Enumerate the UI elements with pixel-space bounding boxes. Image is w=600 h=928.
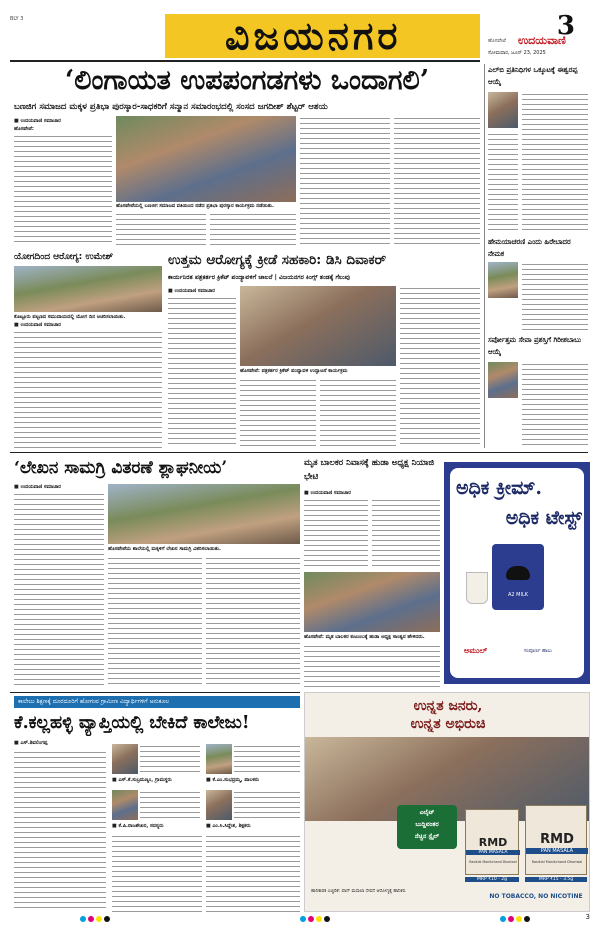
lead-body-col2 <box>116 212 206 246</box>
sports-headline: ಉತ್ತಮ ಆರೋಗ್ಯಕ್ಕೆ ಕ್ರೀಡೆ ಸಹಕಾರಿ: ಡಿಸಿ ದಿವಾಕರ್ <box>168 252 387 268</box>
registration-mark <box>308 916 314 922</box>
college-quote4-name: ■ ಎಂ.ಸಿ.ಸಿದ್ದೇಶ, ಶಿಕ್ಷಕರು <box>206 823 251 829</box>
section-masthead: ವಿಜಯನಗರ <box>225 14 402 58</box>
rmd-pack-small-maker: Rasiklal Manikchand Dhariwal <box>469 860 517 864</box>
lead-photo <box>116 116 296 202</box>
milk-glass <box>466 572 488 604</box>
lower-rule <box>10 692 300 693</box>
right-story1-body <box>522 92 588 232</box>
milk-pack <box>492 544 544 610</box>
lead-body-col4 <box>300 116 390 246</box>
college-body-col3 <box>206 834 300 912</box>
lead-byline: ■ ಉದಯವಾಣಿ ಸಮಾಚಾರ <box>14 118 61 124</box>
college-body-col2 <box>112 834 202 912</box>
sports-byline: ■ ಉದಯವಾಣಿ ಸಮಾಚಾರ <box>168 288 215 294</box>
lead-body-col3 <box>210 212 296 246</box>
lead-subhead: ಬಣಜಿಗ ಸಮಾಜದ ಮಕ್ಕಳ ಪ್ರತಿಭಾ ಪುರಸ್ಕಾರ-ಸಾಧಕರಿಗೆ ಸನ್ಮಾನ ಸಮಾರಂಭದಲ್ಲಿ ಸಂಸದ ಜಗದೀಶ್ ಶೆಟ್ಟರ್ ಆಶಯ <box>14 102 328 112</box>
milk-ad-brand: ಅಮುಲ್ <box>464 646 488 655</box>
registration-mark <box>508 916 514 922</box>
college-quote1-photo <box>112 744 138 774</box>
paper-name: ಉದಯವಾಣಿ <box>518 34 566 47</box>
college-byline: ■ ಎಸ್.ಶಿವಲಿಂಗಪ್ಪ <box>14 740 48 746</box>
rmd-warning: ಹಾನಿಕಾರಕ ಎಚ್ಚರಿಕೆ: ಪಾನ್ ಮಸಾಲಾ ಸೇವನೆ ಆರೋಗ್ಯಕ್ಕೆ ಹಾನಿಕರ. <box>311 889 407 894</box>
rmd-pack-small <box>465 809 519 875</box>
lead-dateline: ಹೊಸಪೇಟೆ: <box>14 126 34 132</box>
yoga-byline: ■ ಉದಯವಾಣಿ ಸಮಾಚಾರ <box>14 322 61 328</box>
right-story1-photo <box>488 92 518 128</box>
writing-body-col1 <box>14 492 104 688</box>
college-quote3-name: ■ ಕೆ.ಪಿ.ರಾಜಶೇಖರ, ಸದಸ್ಯರು <box>112 823 164 829</box>
rmd-ad-headline1: ಉನ್ನತ ಜನರು, <box>413 698 483 714</box>
milk-ad <box>444 462 590 684</box>
college-quote1-name: ■ ಎಸ್.ಕೆ.ಸುಬ್ರಮಣ್ಯಂ, ಗ್ರಾಮಸ್ಥರು <box>112 777 172 783</box>
rmd-price1: MRP ₹10 - 2g <box>465 877 519 882</box>
college-headline: ಕೆ.ಕಲ್ಲಹಳ್ಳಿ ವ್ಯಾಪ್ತಿಯಲ್ಲಿ ಬೇಕಿದೆ ಕಾಲೇಜು! <box>14 713 250 733</box>
rmd-badge <box>397 805 457 849</box>
lead-body-col1 <box>14 134 112 246</box>
rmd-price2: MRP ₹15 - 3.5g <box>525 877 587 882</box>
sports-photo-caption: ಹೊಸಪೇಟೆ: ಪತ್ರಕರ್ತರ ಕ್ರಿಕೆಟ್ ಪಂದ್ಯಾವಳಿ ಉದ್ಘಾಟನೆ ಕಾರ್ಯಕ್ರಮ <box>240 368 348 374</box>
rmd-pack-large-maker: Rasiklal Manikchand Dhariwal <box>531 860 583 864</box>
rmd-pack-small-brand: RMD <box>478 836 508 849</box>
rmd-badge-line1: ಎಲೈಟ್ <box>419 809 435 816</box>
yoga-body <box>14 330 162 448</box>
yoga-photo-caption: ಕೊಟ್ಟೂರು ಪಟ್ಟಣದ ಸಮುದಾಯದಲ್ಲಿ ಯೋಗ ದಿನ ಆಚರಿಸಲಾಯಿತು. <box>14 314 126 320</box>
college-quote3-text <box>140 790 200 820</box>
college-quote1-text <box>140 744 200 774</box>
sports-subhead: ಕಾರ್ಯನಿರತ ಪತ್ರಕರ್ತರ ಕ್ರಿಕೆಟ್ ಪಂದ್ಯಾವಳಿಗೆ ಚಾಲನೆ | ವಿಜಯನಗರ ಕಿಂಗ್ಸ್ ತಂಡಕ್ಕೆ ಗೆಲುವು <box>168 274 350 281</box>
masthead-rule <box>10 60 480 62</box>
right-story2-photo <box>488 262 518 298</box>
writing-photo <box>108 484 300 544</box>
rmd-pack-large-brand: RMD <box>540 832 574 847</box>
milk-ad-line1: ಅಧಿಕ ಕ್ರೀಮ್. <box>456 477 542 499</box>
college-quote3-photo <box>112 790 138 820</box>
visit-body-col1 <box>304 498 368 568</box>
right-story1-headline: ಎಲ್‌ಬಿ ಪ್ರತಿನಿಧಿಗಳ ಒಕ್ಕೂಟಕ್ಕೆ ಈಶ್ವರಪ್ಪ ಆಯ್ಕೆ <box>488 66 578 86</box>
visit-byline: ■ ಉದಯವಾಣಿ ಸಮಾಚಾರ <box>304 490 351 496</box>
visit-body-col2 <box>372 498 440 568</box>
college-quote2-photo <box>206 744 232 774</box>
right-story3-body <box>522 362 588 448</box>
right-story3-headline: ಸರ್ವೋತ್ತಮ ಸೇವಾ ಪ್ರಶಸ್ತಿಗೆ ಗಿರೀಶಬಾಬು ಆಯ್ಕೆ <box>488 336 582 356</box>
visit-photo-caption: ಹೊಸಪೇಟೆ: ಮೃತ ಬಾಲಕರ ಕುಟುಂಬಕ್ಕೆ ಹುಡಾ ಅಧ್ಯಕ್ಷ ಸಾಂತ್ವನ ಹೇಳಿದರು. <box>304 634 425 640</box>
sports-body-col1 <box>168 296 236 448</box>
lead-photo-caption: ಹೊಸಪೇಟೆಯಲ್ಲಿ ಬಣಜಿಗ ಸಮಾಜದ ವತಿಯಿಂದ ನಡೆದ ಪ್ರತಿಭಾ ಪುರಸ್ಕಾರ ಕಾರ್ಯಕ್ರಮ ನಡೆಯಿತು. <box>116 203 274 209</box>
college-quote2-text <box>234 744 300 774</box>
issue-date: ಸೋಮವಾರ, ಜೂನ್ 23, 2025 <box>488 50 546 56</box>
rmd-badge-line2: ಬುದ್ದಿವಂತರ <box>415 821 439 828</box>
right-story2-headline: ಹೇಮಯಾಚರಣಿ ಎಂದು ಹಿರೇಬಾದರ ನೇಮಕ <box>488 238 571 258</box>
registration-mark <box>524 916 530 922</box>
milk-pack-label: A2 MILK <box>507 592 529 598</box>
registration-mark <box>96 916 102 922</box>
registration-mark <box>324 916 330 922</box>
rmd-no-tobacco: NO TOBACCO, NO NICOTINE <box>489 893 583 900</box>
registration-mark <box>300 916 306 922</box>
registration-mark <box>104 916 110 922</box>
registration-mark <box>500 916 506 922</box>
rmd-ad-headline2: ಉನ್ನತ ಅಭಿರುಚಿ <box>410 716 486 732</box>
visit-headline: ಮೃತ ಬಾಲಕರ ನಿವಾಸಕ್ಕೆ ಹುಡಾ ಅಧ್ಯಕ್ಷ ನಿಯಾಜಿ ಭೇಟಿ <box>304 458 435 482</box>
right-story1-body-b <box>488 132 518 232</box>
college-quote4-photo <box>206 790 232 820</box>
sports-photo <box>240 286 396 366</box>
lead-body-col5 <box>394 116 480 246</box>
sports-body-col4 <box>400 286 480 448</box>
college-kicker: ಕಾಲೇಜು ಶಿಕ್ಷಣಕ್ಕೆ ದೂರದೂರಿಗೆ ಹೋಗುವ ಗ್ರಾಮೀಣ ವಿದ್ಯಾರ್ಥಿಗಳಿಗೆ ಅನುಕೂಲ <box>18 698 170 705</box>
writing-photo-caption: ಹೊಸಪೇಟೆಯ ಶಾಲೆಯಲ್ಲಿ ಮಕ್ಕಳಿಗೆ ಲೇಖನ ಸಾಮಗ್ರಿ ವಿತರಿಸಲಾಯಿತು. <box>108 546 221 552</box>
writing-headline: ‘ಲೇಖನ ಸಾಮಗ್ರಿ ವಿತರಣೆ ಶ್ಲಾಘನೀಯ’ <box>14 458 228 478</box>
writing-body-col2 <box>108 556 202 688</box>
right-story3-photo <box>488 362 518 398</box>
right-story2-body <box>522 262 588 330</box>
college-quote2-name: ■ ಕೆ.ಎಂ.ಸುಭದ್ರಮ್ಮ, ಪಾಲಕರು <box>206 777 260 783</box>
registration-mark <box>80 916 86 922</box>
edition-code: BLY 3 <box>10 16 24 22</box>
college-quote4-text <box>234 790 300 820</box>
milk-ad-tagline: ಸಂಪೂರ್ಣ ಹಾಲು <box>524 648 553 654</box>
rmd-pack-large-sub: PAN MASALA <box>526 848 588 854</box>
paper-prefix: ಹೊಸಪೇಟೆ <box>488 38 506 44</box>
registration-mark <box>516 916 522 922</box>
sports-body-col2 <box>240 378 316 448</box>
page-number: 3 <box>556 11 575 41</box>
rmd-pack-small-sub: PAN MASALA <box>466 850 520 855</box>
yoga-photo <box>14 266 162 312</box>
footer-page-number: 3 <box>585 913 590 921</box>
sports-body-col3 <box>320 378 396 448</box>
rmd-badge-line3: ನೆಚ್ಚಿನ ಸ್ಟೈಲ್ <box>414 833 440 840</box>
rmd-pack-large <box>525 805 587 875</box>
mid-rule <box>10 452 588 453</box>
right-column-divider <box>484 64 485 448</box>
writing-byline: ■ ಉದಯವಾಣಿ ಸಮಾಚಾರ <box>14 484 61 490</box>
rmd-ad <box>304 692 590 912</box>
writing-body-col3 <box>206 556 300 688</box>
yoga-headline: ಯೋಗದಿಂದ ಆರೋಗ್ಯ: ಉಮೇಶ್ <box>14 252 114 262</box>
registration-mark <box>88 916 94 922</box>
buffalo-icon <box>506 566 530 580</box>
lead-headline: ‘ಲಿಂಗಾಯತ ಉಪಪಂಗಡಗಳು ಒಂದಾಗಲಿ’ <box>64 65 430 96</box>
registration-mark <box>316 916 322 922</box>
milk-ad-line2: ಅಧಿಕ ಟೇಸ್ಟ್ <box>505 507 582 529</box>
visit-body-col3 <box>304 644 440 688</box>
visit-photo <box>304 572 440 632</box>
college-body-col1 <box>14 750 106 912</box>
